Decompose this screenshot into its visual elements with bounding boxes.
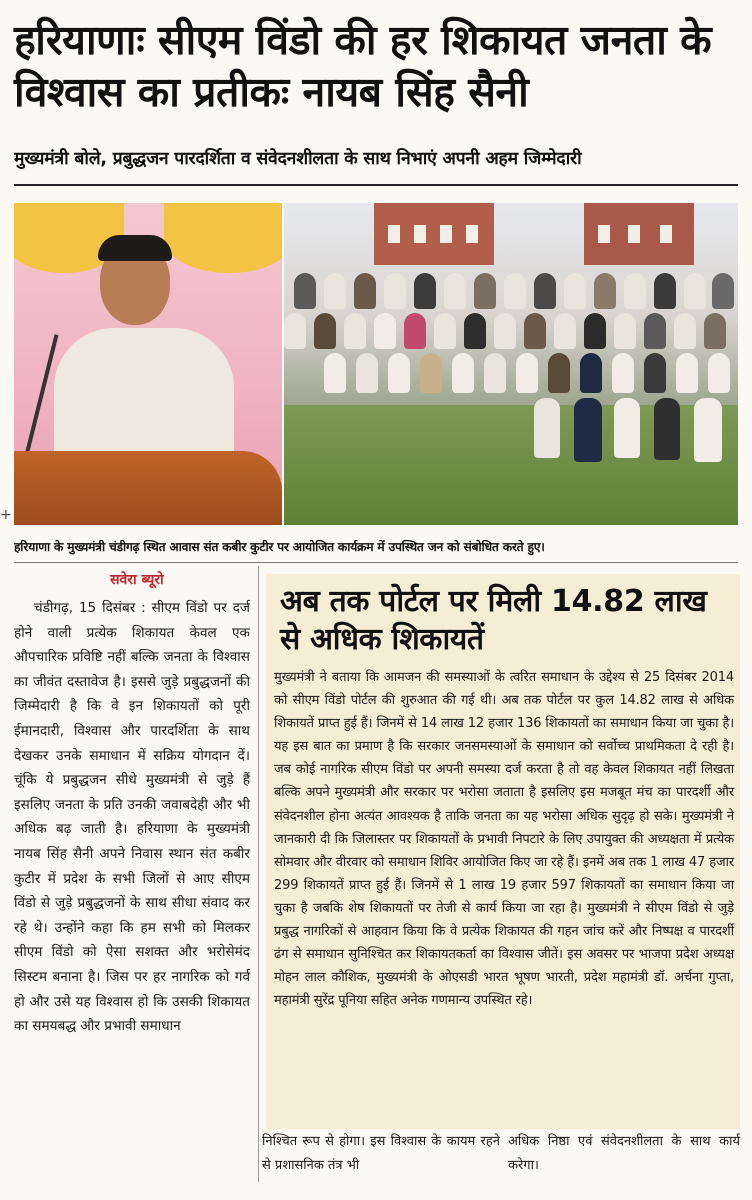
crowd-row [284,313,738,353]
chief-minister-speaking-photo [14,203,282,525]
byline: सवेरा ब्यूरो [110,572,164,588]
crop-mark: + [0,507,12,523]
crowd-row [284,273,738,313]
article-continuation-middle: निश्चित रूप से होगा। इस विश्वास के कायम रहने से प्रशासनिक तंत्र भी [262,1134,500,1173]
curtain-drape [164,203,282,273]
podium [14,451,282,525]
crowd-row [284,353,738,393]
column-divider [258,566,259,1182]
divider-rule [14,562,738,563]
building [374,203,494,265]
subheadline: मुख्यमंत्री बोले, प्रबुद्धजन पारदर्शिता व संवेदनशीलता के साथ निभाएं अपनी अहम जिम्मेदारी [14,149,582,169]
box-title: अब तक पोर्टल पर मिली 14.82 लाख से अधिक शिकायतें [280,584,707,657]
article-continuation-right: अधिक निष्ठा एवं संवेदनशीलता के साथ कार्य करेगा। [508,1134,740,1173]
divider-rule [14,184,738,186]
crowd-row [284,398,738,438]
headline: हरियाणाः सीएम विंडो की हर शिकायत जनता के विश्वास का प्रतीकः नायब सिंह सैनी [14,16,712,116]
article-left-column: चंडीगढ़, 15 दिसंबर : सीएम विंडो पर दर्ज होने वाली प्रत्येक शिकायत केवल एक औपचारिक प्रविष्टि नहीं बल्कि जनता के विश्वास का जीवंत दस्तावेज है। इससे जुड़े प्रबुद्धजनों की जिम्मेदारी है कि वे इन शिकायतों को पूरी ईमानदारी, विश्वास और पारदर्शिता के साथ देखकर उनके समाधान में सक्रिय योगदान दें। चूंकि ये प्रबुद्धजन सीधे मुख्यमंत्री से जुड़े हैं इसलिए जनता के प्रति उनकी जवाबदेही और भी अधिक बढ़ जाती है। हरियाणा के मुख्यमंत्री नायब सिंह सैनी अपने निवास स्थान संत कबीर कुटीर में प्रदेश के सभी जिलों से आए सीएम विंडो से जुड़े प्रबुद्धजनों के साथ सीधा संवाद कर रहे थे। उन्होंने कहा कि हम सभी को मिलकर सीएम विंडो को ऐसा सशक्त और भरोसेमंद सिस्टम बनाना है। जिस पर हर नागरिक को गर्व हो और उसे यह विश्वास हो कि उसकी शिकायत का समयबद्ध और प्रभावी समाधान [14,600,250,1035]
building [584,203,694,265]
photo-caption: हरियाणा के मुख्यमंत्री चंडीगढ़ स्थित आवास संत कबीर कुटीर पर आयोजित कार्यक्रम में उपस्थित जन को संबोधित करते हुए। [14,540,545,554]
box-body: मुख्यमंत्री ने बताया कि आमजन की समस्याओं के त्वरित समाधान के उद्देश्य से 25 दिसंबर 2014 को सीएम विंडो पोर्टल की शुरुआत की गई थी। अब तक पोर्टल पर कुल 14.82 लाख से अधिक शिकायतें प्राप्त हुई हैं। जिनमें से 14 लाख 12 हजार 136 शिकायतों का समाधान किया जा चुका है। यह इस बात का प्रमाण है कि सरकार जनसमस्याओं के समाधान को सर्वोच्च प्राथमिकता दे रही है। जब कोई नागरिक सीएम विंडो पर अपनी समस्या दर्ज करता है तो वह केवल शिकायत नहीं लिखता बल्कि अपने मुख्यमंत्री और सरकार पर भरोसा जताता है इसलिए इस मजबूत मंच का पारदर्शी और संवेदनशील होना अत्यंत आवश्यक है ताकि जनता का यह भरोसा अधिक सुदृढ़ हो सके। मुख्यमंत्री ने जानकारी दी कि जिलास्तर पर शिकायतों के प्रभावी निपटारे के लिए उपायुक्त की अध्यक्षता में प्रत्येक सोमवार और वीरवार को समाधान शिविर आयोजित किए जा रहे हैं। इनमें अब तक 1 लाख 47 हजार 299 शिकायतें प्राप्त हुई हैं। जिनमें से 1 लाख 19 हजार 597 शिकायतों का समाधान किया जा चुका है जबकि शेष शिकायतों पर तेजी से कार्य किया जा रहा है। मुख्यमंत्री ने सीएम विंडो से जुड़े प्रबुद्ध नागरिकों से आहवान किया कि वे प्रत्येक शिकायत की गहन जांच करें और निष्पक्ष व पारदर्शी ढंग से समाधान सुनिश्चित कर शिकायतकर्ता का विश्वास जीतें। इस अवसर पर भाजपा प्रदेश अध्यक्ष मोहन लाल कौशिक, मुख्यमंत्री के ओएसडी भारत भूषण भारती, प्रदेश महामंत्री डॉ. अर्चना गुप्ता, महामंत्री सुरेंद्र पूनिया सहित अनेक गणमान्य उपस्थित रहे। [274,670,734,1009]
audience-photo [284,203,738,525]
speaker-hair [98,235,172,261]
